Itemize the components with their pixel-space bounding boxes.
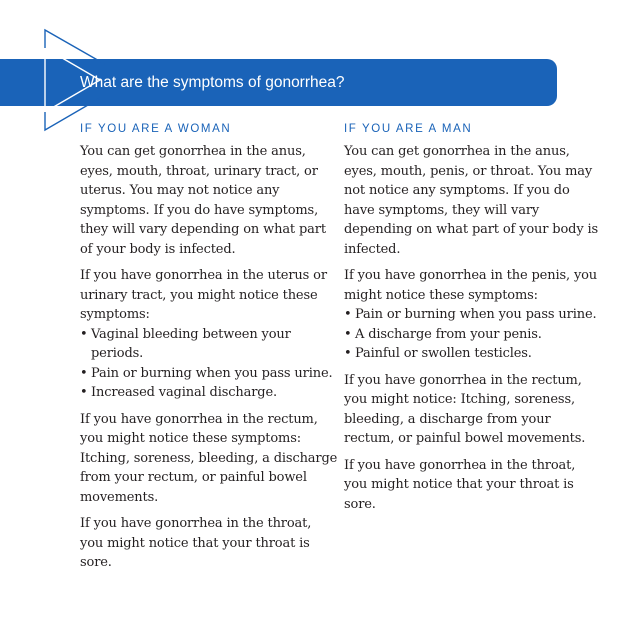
woman-uterus-intro: If you have gonorrhea in the uterus or urinary tract, you might notice these symptoms: <box>80 268 327 322</box>
list-item: • A discharge from your penis. <box>344 325 602 345</box>
list-item: • Increased vaginal discharge. <box>80 383 338 403</box>
woman-intro: You can get gonorrhea in the anus, eyes, mouth, throat, urinary tract, or uterus. You may not notice any symptoms. If you do have symptoms, they will vary depending on what part of your body is infected. <box>80 144 326 257</box>
list-item: • Vaginal bleeding between your periods. <box>80 325 338 364</box>
man-intro: You can get gonorrhea in the anus, eyes, mouth, penis, or throat. You may not notice any symptoms. If you do have symptoms, they will vary depending on what part of your body is infected. <box>344 144 599 257</box>
man-heading: IF YOU ARE A MAN <box>344 123 473 135</box>
list-item: • Pain or burning when you pass urine. <box>344 305 602 325</box>
woman-throat: If you have gonorrhea in the throat, you might notice that your throat is sore. <box>80 516 312 570</box>
woman-symptom-list <box>80 325 338 403</box>
page-title: What are the symptoms of gonorrhea? <box>80 74 345 91</box>
list-item: • Pain or burning when you pass urine. <box>80 364 338 384</box>
man-throat: If you have gonorrhea in the throat, you might notice that your throat is sore. <box>344 457 576 512</box>
man-symptom-list <box>344 305 602 364</box>
woman-column <box>80 122 338 580</box>
triangle-decoration-icon <box>0 0 110 140</box>
woman-heading: IF YOU ARE A WOMAN <box>80 123 232 135</box>
list-item: • Painful or swollen testicles. <box>344 344 602 364</box>
man-rectum: If you have gonorrhea in the rectum, you might notice: Itching, soreness, bleeding, a discharge from your rectum, or painful bowel movements. <box>344 372 586 446</box>
man-column <box>344 122 602 521</box>
man-penis-intro: If you have gonorrhea in the penis, you might notice these symptoms: <box>344 268 598 303</box>
woman-rectum: If you have gonorrhea in the rectum, you might notice these symptoms: Itching, soreness, bleeding, a discharge from your rectum, or painful bowel movements. <box>80 411 338 505</box>
